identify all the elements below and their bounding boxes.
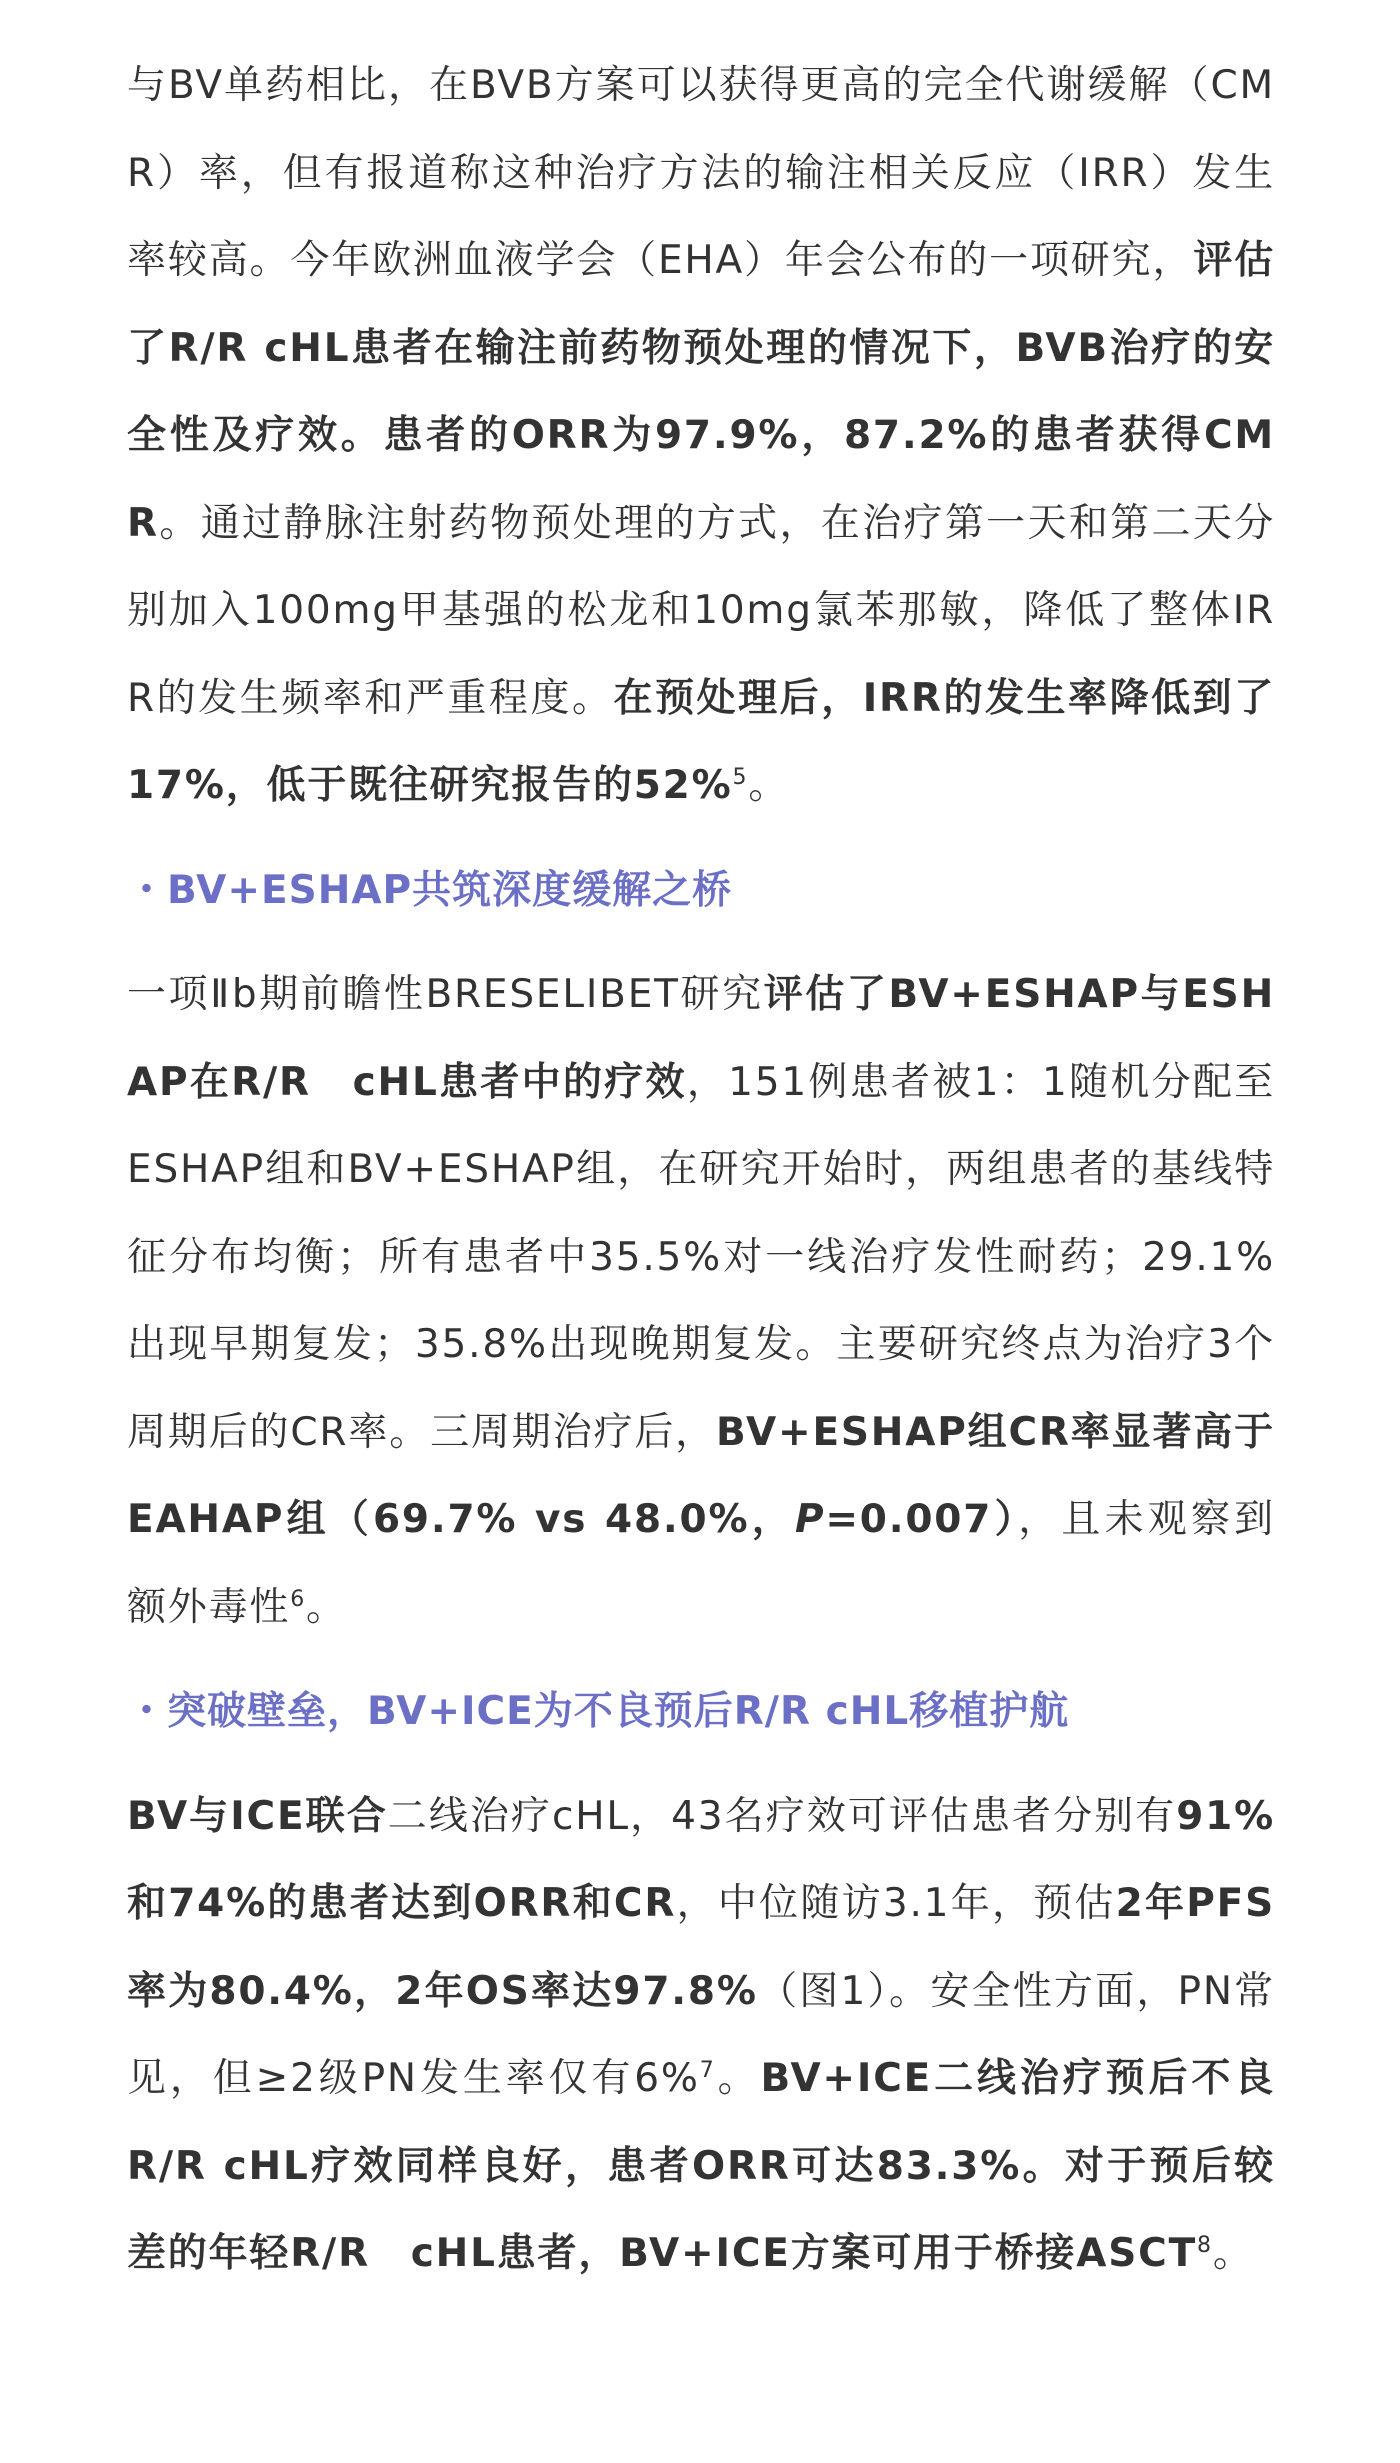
- text-run: 。: [748, 763, 790, 808]
- text-run: ，中位随访3.1年，预估: [676, 1881, 1116, 1926]
- text-run: 二线治疗cHL，43名疗效可评估患者分别有: [387, 1793, 1177, 1839]
- paragraph-bvb-safety: [127, 42, 1275, 830]
- section-heading-bv-eshap: ・BV+ESHAP共筑深度缓解之桥: [127, 867, 733, 913]
- text-run: 。: [1212, 2231, 1254, 2276]
- bold-text-run: 2年PFS率为80.4%，2年OS率达97.8%: [127, 1881, 1276, 2014]
- text-run: ，且未观察到额外毒性: [127, 1497, 1275, 1630]
- reference-superscript: 6: [290, 1586, 307, 1612]
- paragraph-breselibet: [127, 951, 1275, 1651]
- text-run: 。: [306, 1584, 347, 1630]
- bold-text-run: 评估了R/R cHL患者在输注前药物预处理的情况下，BVB治疗的安全性及疗效。患者的ORR为97.9%，87.2%的患者获得CMR: [127, 238, 1276, 546]
- reference-superscript: 5: [732, 765, 749, 790]
- text-run: 。通过静脉注射药物预处理的方式，在治疗第一天和第二天分别加入100mg甲基强的松龙和10mg氯苯那敏，降低了整体IRR的发生频率和严重程度。: [127, 500, 1275, 721]
- text-run: 与BV单药相比，在BVB方案可以获得更高的完全代谢缓解（CMR）率，但有报道称这种治疗方法的输注相关反应（IRR）发生率较高。今年欧洲血液学会（EHA）年会公布的一项研究，: [127, 63, 1275, 283]
- paragraph-bv-ice: [127, 1773, 1275, 2298]
- bold-text-run: 评估了BV+ESHAP与ESHAP在R/R cHL患者中的疗效: [127, 972, 1276, 1105]
- reference-superscript: 8: [1197, 2233, 1213, 2258]
- section-heading-bv-ice: ・突破壁垒，BV+ICE为不良预后R/R cHL移植护航: [127, 1689, 1070, 1734]
- bold-text-run: BV+ICE二线治疗预后不良R/R cHL疗效同样良好，患者ORR可达83.3%。对于预后较差的年轻R/R cHL患者，BV+ICE方案可用于桥接ASCT: [127, 2056, 1275, 2276]
- italic-p-value-label: P: [794, 1497, 826, 1542]
- bold-text-run: 91%和74%的患者达到ORR和CR: [127, 1793, 1275, 1926]
- reference-superscript: 7: [699, 2058, 716, 2083]
- bold-text-run: BV与ICE联合: [127, 1793, 388, 1839]
- text-run: 一项Ⅱb期前瞻性BRESELIBET研究: [127, 972, 764, 1017]
- text-run: 。: [715, 2056, 761, 2101]
- bold-text-run: BV+ESHAP组CR率显著高于EAHAP组（69.7% vs 48.0%，: [127, 1409, 1275, 1542]
- text-run: ，151例患者被1：1随机分配至ESHAP组和BV+ESHAP组，在研究开始时，两组患者的基线特征分布均衡；所有患者中35.5%对一线治疗发性耐药；29.1%出现早期复发；35.8%出现晚期复发。主要研究终点为治疗3个周期后的CR率。三周期治疗后，: [127, 1059, 1275, 1455]
- bold-text-run: 在预处理后，IRR的发生率降低到了17%，低于既往研究报告的52%: [127, 675, 1275, 808]
- text-run: （图1）。安全性方面，PN常见，但≥2级PN发生率仅有6%: [127, 1968, 1275, 2101]
- bold-text-run: =0.007）: [825, 1497, 1019, 1542]
